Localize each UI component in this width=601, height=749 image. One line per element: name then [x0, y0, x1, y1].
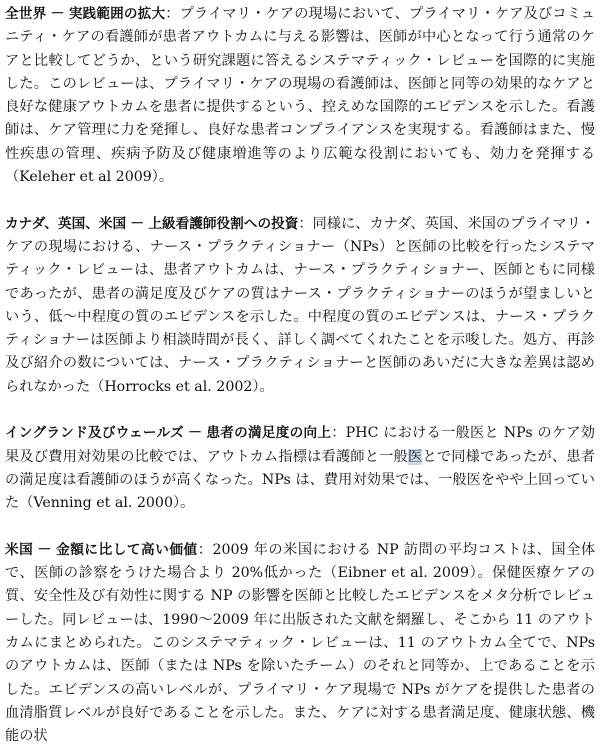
region-heading: カナダ、英国、米国 [5, 215, 127, 232]
paragraph-body-continued: とで同様であったが、患者の満足度は看護師のほうが高くなった。NPs は、費用対効果では、一般医をやや上回っていた（Venning et al. 2000）。 [5, 448, 595, 512]
text-selection-highlight[interactable]: 医 [408, 448, 423, 465]
topic-heading: 患者の満足度の向上 [206, 425, 332, 442]
topic-heading: 上級看護師役割への投資 [148, 215, 299, 232]
region-heading: イングランド及びウェールズ [5, 425, 184, 442]
paragraph-body: プライマリ・ケアの現場において、プライマリ・ケア及びコミュニティ・ケアの看護師が患者アウトカムに与える影響は、医師が中心となって行う通常のケアと比較してどうか、という研究課題に答えるシステマティック・レビューを国際的に実施した。このレビューは、プライマリ・ケアの現場の看護師は、医師と同等の効果的なケアと良好な健康アウトカムを患者に提供するという、控えめな国際的エビデンスを示した。看護師は、ケア管理に力を発揮し、良好な患者コンプライアンスを実現する。看護師はまた、慢性疾患の管理、疾病予防及び健康増進等のより広範な役割においても、効力を発揮する（Keleher et al 2009）。 [5, 6, 595, 186]
separator: － [50, 6, 65, 22]
region-heading: 米国 [5, 541, 34, 558]
paragraph-body: PHC における一般医と NPs のケア効果及び費用対効果の比較では、アウトカム指標は看護師と一般 [5, 425, 595, 465]
separator: － [130, 215, 145, 232]
region-heading: 全世界 [5, 6, 47, 22]
separator: － [187, 425, 203, 442]
paragraph-england-wales: イングランド及びウェールズ － 患者の満足度の向上：PHC における一般医と NPs のケア効果及び費用対効果の比較では、アウトカム指標は看護師と一般医とで同様であったが、患者の満足度は看護師のほうが高くなった。NPs は、費用対効果では、一般医をやや上回っていた（Venning et al. 2000）。 [5, 425, 595, 512]
separator: － [37, 541, 52, 558]
topic-heading: 実践範囲の拡大 [68, 6, 166, 22]
paragraph-usa: 米国 － 金額に比して高い価値：2009 年の米国における NP 訪問の平均コストは、国全体で、医師の診察をうけた場合より 20%低かった（Eibner et al. 2009）。保健医療ケアの質、安全性及び有効性に関する NP の影響を医師と比較したエビデンスをメタ分析でレビューした。同レビューは、1990～2009 年に出版された文献を網羅し、そこから 11 のアウトカムにまとめられた。このシステマティック・レビューは、11 のアウトカム全てで、NPs のアウトカムは、医師（または NPs を除いたチーム）のそれと同等か、上であることを示した。エビデンスの高いレベルが、プライマリ・ケア現場で NPs がケアを提供した患者の血清脂質レベルが良好であることを示した。また、ケアに対する患者満足度、健康状態、機能の状 [5, 541, 596, 745]
paragraph-body: 同様に、カナダ、英国、米国のプライマリ・ケアの現場における、ナース・プラクティショナー（NPs）と医師の比較を行ったシステマティック・レビューは、患者アウトカムは、ナース・プラクティショナー、医師ともに同様であったが、患者の満足度及びケアの質はナース・プラクティショナーのほうが望ましいという、低～中程度の質のエビデンスを示した。中程度の質のエビデンスは、ナース・プラクティショナーは医師より相談時間が長く、詳しく調べてくれたことを示唆した。処方、再診及び紹介の数については、ナース・プラクティショナーと医師のあいだに大きな差異は認められなかった（Horrocks et al. 2002）。 [5, 215, 595, 395]
paragraph-canada-uk-us: カナダ、英国、米国 － 上級看護師役割への投資：同様に、カナダ、英国、米国のプライマリ・ケアの現場における、ナース・プラクティショナー（NPs）と医師の比較を行ったシステマティック・レビューは、患者アウトカムは、ナース・プラクティショナー、医師ともに同様であったが、患者の満足度及びケアの質はナース・プラクティショナーのほうが望ましいという、低～中程度の質のエビデンスを示した。中程度の質のエビデンスは、ナース・プラクティショナーは医師より相談時間が長く、詳しく調べてくれたことを示唆した。処方、再診及び紹介の数については、ナース・プラクティショナーと医師のあいだに大きな差異は認められなかった（Horrocks et al. 2002）。 [5, 215, 595, 395]
paragraph-body: 2009 年の米国における NP 訪問の平均コストは、国全体で、医師の診察をうけた場合より 20%低かった（Eibner et al. 2009）。保健医療ケアの質、安全性及び有効性に関する NP の影響を医師と比較したエビデンスをメタ分析でレビューした。同レビューは、1990～2009 年に出版された文献を網羅し、そこから 11 のアウトカムにまとめられた。このシステマティック・レビューは、11 のアウトカム全てで、NPs のアウトカムは、医師（または NPs を除いたチーム）のそれと同等か、上であることを示した。エビデンスの高いレベルが、プライマリ・ケア現場で NPs がケアを提供した患者の血清脂質レベルが良好であることを示した。また、ケアに対する患者満足度、健康状態、機能の状 [5, 541, 596, 745]
paragraph-global: 全世界 － 実践範囲の拡大：プライマリ・ケアの現場において、プライマリ・ケア及びコミュニティ・ケアの看護師が患者アウトカムに与える影響は、医師が中心となって行う通常のケアと比較してどうか、という研究課題に答えるシステマティック・レビューを国際的に実施した。このレビューは、プライマリ・ケアの現場の看護師は、医師と同等の効果的なケアと良好な健康アウトカムを患者に提供するという、控えめな国際的エビデンスを示した。看護師は、ケア管理に力を発揮し、良好な患者コンプライアンスを実現する。看護師はまた、慢性疾患の管理、疾病予防及び健康増進等のより広範な役割においても、効力を発揮する（Keleher et al 2009）。 [5, 6, 595, 186]
topic-heading: 金額に比して高い価値 [55, 541, 198, 558]
